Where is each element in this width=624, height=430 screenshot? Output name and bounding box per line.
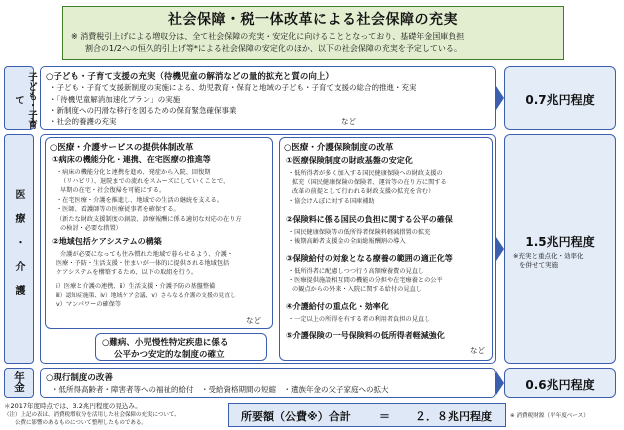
title-box (62, 6, 564, 60)
insurance-reform-heading: ○医療・介護保険制度の改革 (284, 143, 394, 153)
provision-item2-line-5: ⅲ）認知症施策、ⅳ）地域ケア会議、ⅴ）さらなる介護の支援の見直し (56, 293, 236, 299)
footnote-2: （注）上記の表は、消費税増収分を活用した社会保障の充実について、 (4, 412, 180, 418)
footnote-3: 公費に影響のあるものについて整理したものである。 (4, 420, 147, 426)
insurance-r3-title: ③保険給付の対象となる療養の範囲の適正化等 (286, 254, 453, 263)
provision-item2-title: ②地域包括ケアシステムの構築 (52, 237, 162, 246)
page-title: 社会保障・税一体改革による社会保障の充実 (168, 12, 458, 28)
insurance-r2-title: ②保険料に係る国民の負担に関する公平の確保 (286, 215, 453, 224)
provision-item1-line-4: ・在宅医療・介護を推進し、地域での生活の継続を支える。 (56, 197, 224, 204)
amount-medical-note-2: を併せて実施 (519, 261, 558, 269)
children-heading: ○子ども・子育て支援の充実（待機児童の解消などの量的拡充と質の向上） (46, 72, 334, 82)
subtitle-line-1: ※ 消費税引上げによる増収分は、全て社会保障の充実・安定化に向けることとなっており、基礎年金国庫負担 (71, 32, 465, 41)
insurance-r4-line-1: ・一定以上の所得を有する者の利用者負担の見直し (288, 316, 431, 323)
amount-medical-value: 1.5兆円程度 (525, 235, 595, 249)
provision-item1-line-3: 早期の在宅・社会復帰を可能にする。 (60, 187, 166, 194)
children-item-2: ・「待機児童解消加速化プラン」の実施 (49, 95, 181, 104)
provision-reform-heading: ○医療・介護サービスの提供体制改革 (50, 143, 194, 153)
insurance-r1-title: ①医療保険制度の財政基盤の安定化 (286, 156, 413, 165)
intractable-disease-line-2: 公平かつ安定的な制度の確立 (114, 350, 225, 360)
side-label-medical-text: 医療・介護 (13, 189, 24, 309)
children-area (40, 66, 496, 130)
provision-item2-line-6: ⅴ）マンパワーの確保等 (56, 301, 122, 308)
total-label: 所要額（公費※）合計 (241, 410, 351, 423)
arrow-medical (496, 237, 504, 261)
provision-reform-box (45, 137, 273, 329)
children-item-4: ・社会的養護の充実 (49, 117, 117, 126)
insurance-r1-line-4: ・協会けんぽに対する国庫補助 (288, 198, 375, 205)
insurance-r3-line-3: の観点からの外来・入院に関する給付の見直し (292, 286, 422, 293)
subtitle-line-2: 割合の1/2への恒久的引上げ等*による社会保障の安定化のほか、以下の社会保障の充実を予定している。 (85, 44, 462, 53)
provision-item2-line-2: 医療・予防・生活支援・住まいが一体的に提供される地域包括 (56, 260, 230, 267)
insurance-r1-line-1: ・低所得者が多く加入する国民健康保険への財政支援の (288, 170, 443, 177)
total-eq: ＝ (379, 410, 390, 423)
provision-item1-line-1: ・病床の機能分化と連携を進め、発症から入院、回復期 (56, 169, 211, 176)
amount-children-value: 0.7兆円程度 (525, 93, 595, 107)
insurance-r5-title: ⑤介護保険の一号保険料の低所得者軽減強化 (286, 331, 445, 340)
provision-item1-title: ①病床の機能分化・連携、在宅医療の推進等 (52, 155, 211, 164)
provision-item1-line-7: の検討・必要な措置） (60, 225, 122, 232)
insurance-r4-title: ④介護給付の重点化・効率化 (286, 302, 389, 311)
children-item-3: ・新制度への円滑な移行を図るための保育緊急確保事業 (49, 106, 237, 115)
side-label-medical (4, 134, 34, 364)
insurance-r1-line-2: 拡充（国民健康保険の保険者、運営等の在り方に関する (292, 179, 447, 186)
medical-area (40, 134, 496, 364)
total-box (228, 403, 506, 427)
provision-item2-line-1: 介護が必要になっても住み慣れた地域で暮らせるよう、介護・ (60, 251, 234, 258)
arrow-pension (496, 371, 504, 395)
children-etc: など (341, 117, 356, 126)
arrow-children (496, 86, 504, 110)
children-item-1: ・子ども・子育て支援新制度の実施による、幼児教育・保育と地域の子ども・子育て支援の総合的推進・充実 (49, 83, 417, 92)
insurance-reform-box (279, 137, 493, 361)
insurance-etc: など (470, 346, 485, 355)
footnote-1: ＊2017年度時点では、3.2兆円程度の見込み。 (4, 402, 142, 410)
provision-item2-line-3: ケアシステムを構築するため、以下の取組を行う。 (56, 269, 198, 276)
amount-pension (504, 368, 616, 398)
total-note: ※ 消費税財源（平年度ベース） (510, 413, 589, 419)
amount-medical-note-1: ※充実と重点化・効率化 (513, 252, 584, 260)
provision-item1-line-5: ・医師、看護師等の医療従事者を確保する。 (56, 206, 180, 213)
insurance-r3-line-2: ・医療提供施設相互間の機能の分担や在宅療養との公平 (288, 277, 443, 284)
amount-children (504, 66, 616, 130)
amount-medical (504, 134, 616, 364)
amount-pension-value: 0.6兆円程度 (525, 378, 595, 392)
insurance-r2-line-1: ・国民健康保険等の低所得者保険料軽減措置の拡充 (288, 229, 431, 236)
insurance-r2-line-2: ・後期高齢者支援金の全面総報酬割の導入 (288, 238, 406, 245)
provision-item1-line-6: （新たな財政支援制度の創設、診療報酬に係る適切な対応の在り方 (56, 216, 242, 223)
subtitle (71, 31, 557, 55)
insurance-r3-line-1: ・低所得者に配慮しつつ行う高額療養費の見直し (288, 268, 425, 275)
total-value: ２．８兆円程度 (415, 410, 492, 423)
provision-etc: など (246, 316, 261, 325)
provision-item2-line-4: ⅰ）医療と介護の連携、ⅱ）生活支援・介護予防の基盤整備 (56, 283, 216, 290)
pension-heading: ○現行制度の改善 (46, 373, 113, 383)
insurance-r1-line-3: 改革の前提として行われる財政支援の拡充を含む） (292, 188, 435, 195)
side-label-pension (4, 368, 34, 398)
side-label-pension-text: 年金 (13, 371, 25, 392)
side-label-children-text: 子ども・子育て (13, 71, 37, 129)
intractable-disease-line-1: ○難病、小児慢性特定疾患に係る (102, 338, 229, 348)
pension-area (40, 368, 496, 398)
side-label-children (4, 66, 37, 130)
provision-item1-line-2: （リハビリ）、退院までの流れをスムーズにしていくことで、 (60, 178, 230, 185)
intractable-disease-box (95, 333, 267, 361)
pension-items: ・低所得高齢者・障害者等への福祉的給付 ・受給資格期間の短縮 ・遺族年金の父子家庭への拡大 (51, 385, 389, 394)
